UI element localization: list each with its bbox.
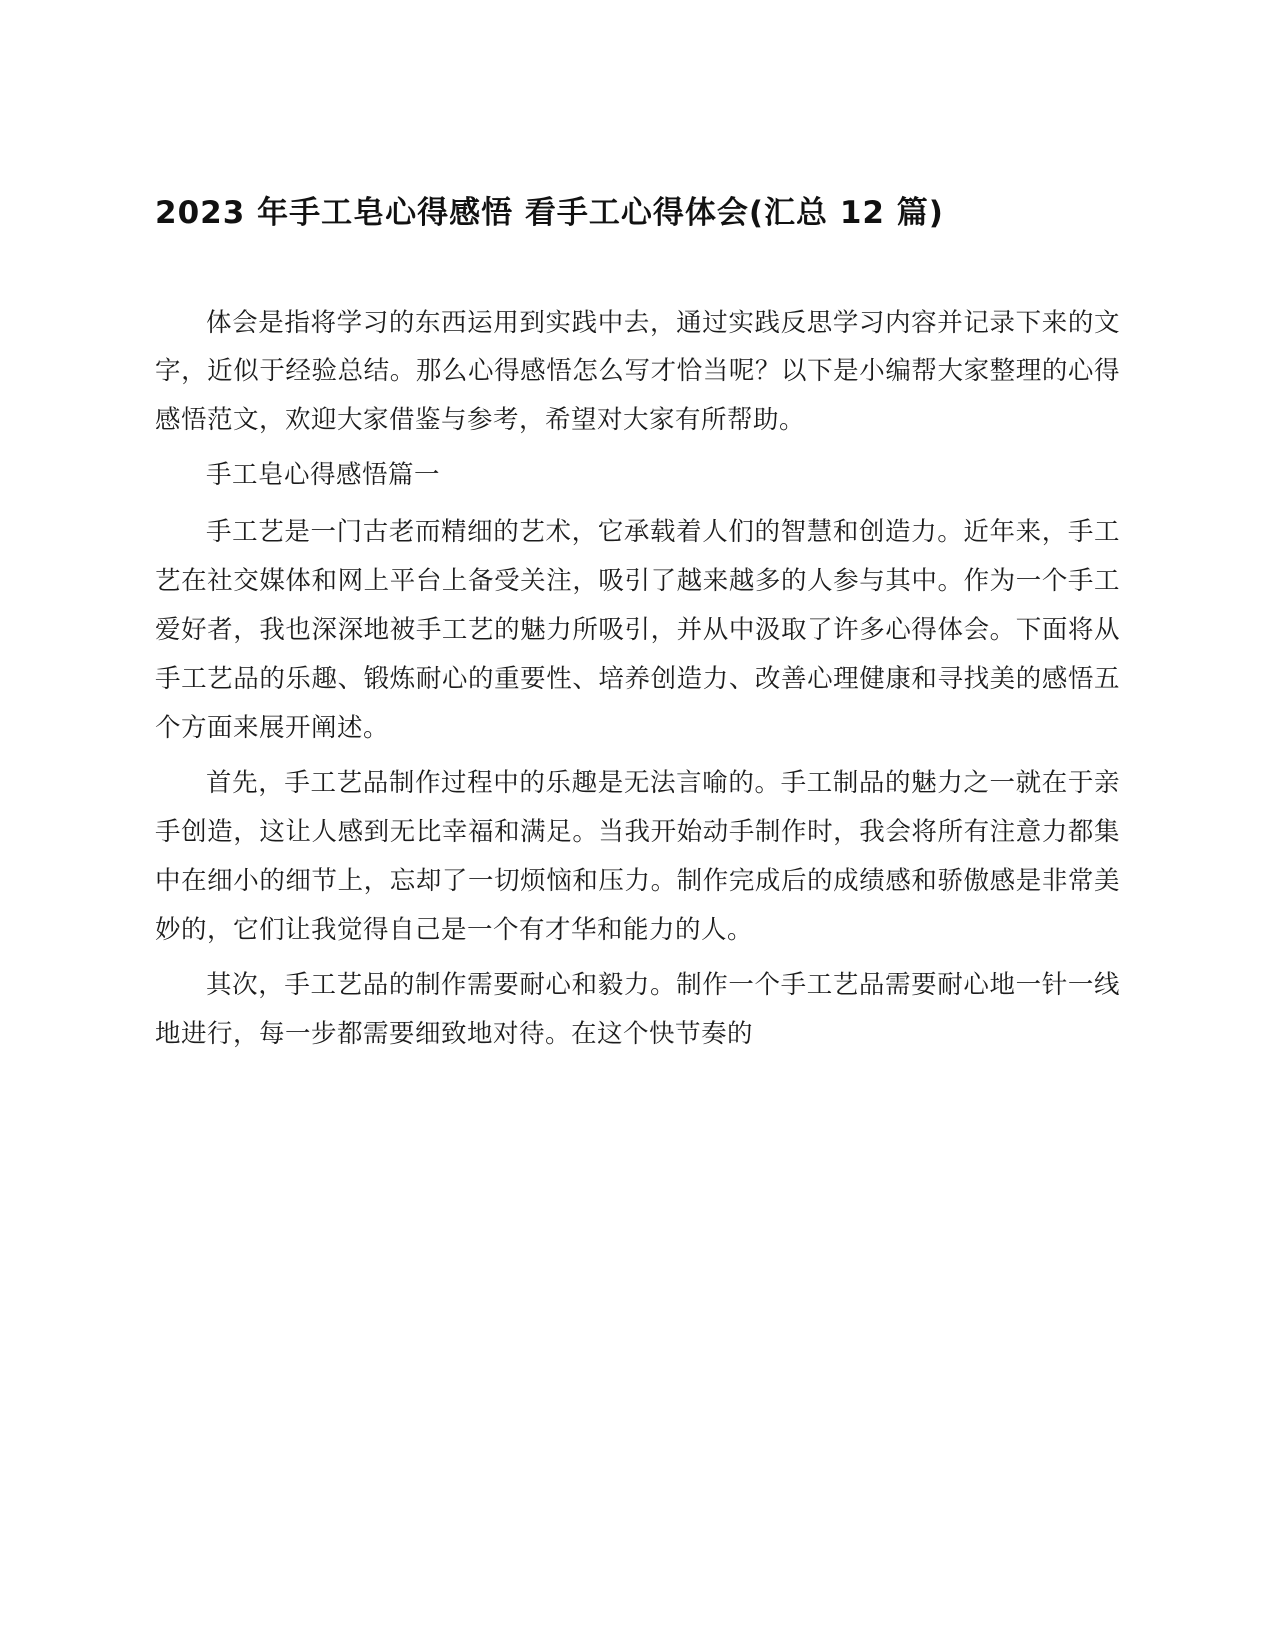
paragraph-body-2: 首先，手工艺品制作过程中的乐趣是无法言喻的。手工制品的魅力之一就在于亲手创造，这让人感到无比幸福和满足。当我开始动手制作时，我会将所有注意力都集中在细小的细节上，忘却了一切烦恼和压力。制作完成后的成绩感和骄傲感是非常美妙的，它们让我觉得自己是一个有才华和能力的人。 (155, 768, 1120, 945)
paragraph-intro: 体会是指将学习的东西运用到实践中去，通过实践反思学习内容并记录下来的文字，近似于经验总结。那么心得感悟怎么写才恰当呢？以下是小编帮大家整理的心得感悟范文，欢迎大家借鉴与参考，希望对大家有所帮助。 (155, 307, 1120, 436)
section-heading-part-1: 手工皂心得感悟篇一 (206, 460, 441, 491)
paragraph-body-3: 其次，手工艺品的制作需要耐心和毅力。制作一个手工艺品需要耐心地一针一线地进行，每一步都需要细致地对待。在这个快节奏的 (155, 969, 1120, 1049)
page-title: 2023 年手工皂心得感悟 看手工心得体会(汇总 12 篇) (155, 195, 944, 231)
paragraph-body-1: 手工艺是一门古老而精细的艺术，它承载着人们的智慧和创造力。近年来，手工艺在社交媒体和网上平台上备受关注，吸引了越来越多的人参与其中。作为一个手工爱好者，我也深深地被手工艺的魅力所吸引，并从中汲取了许多心得体会。下面将从手工艺品的乐趣、锻炼耐心的重要性、培养创造力、改善心理健康和寻找美的感悟五个方面来展开阐述。 (155, 517, 1120, 744)
